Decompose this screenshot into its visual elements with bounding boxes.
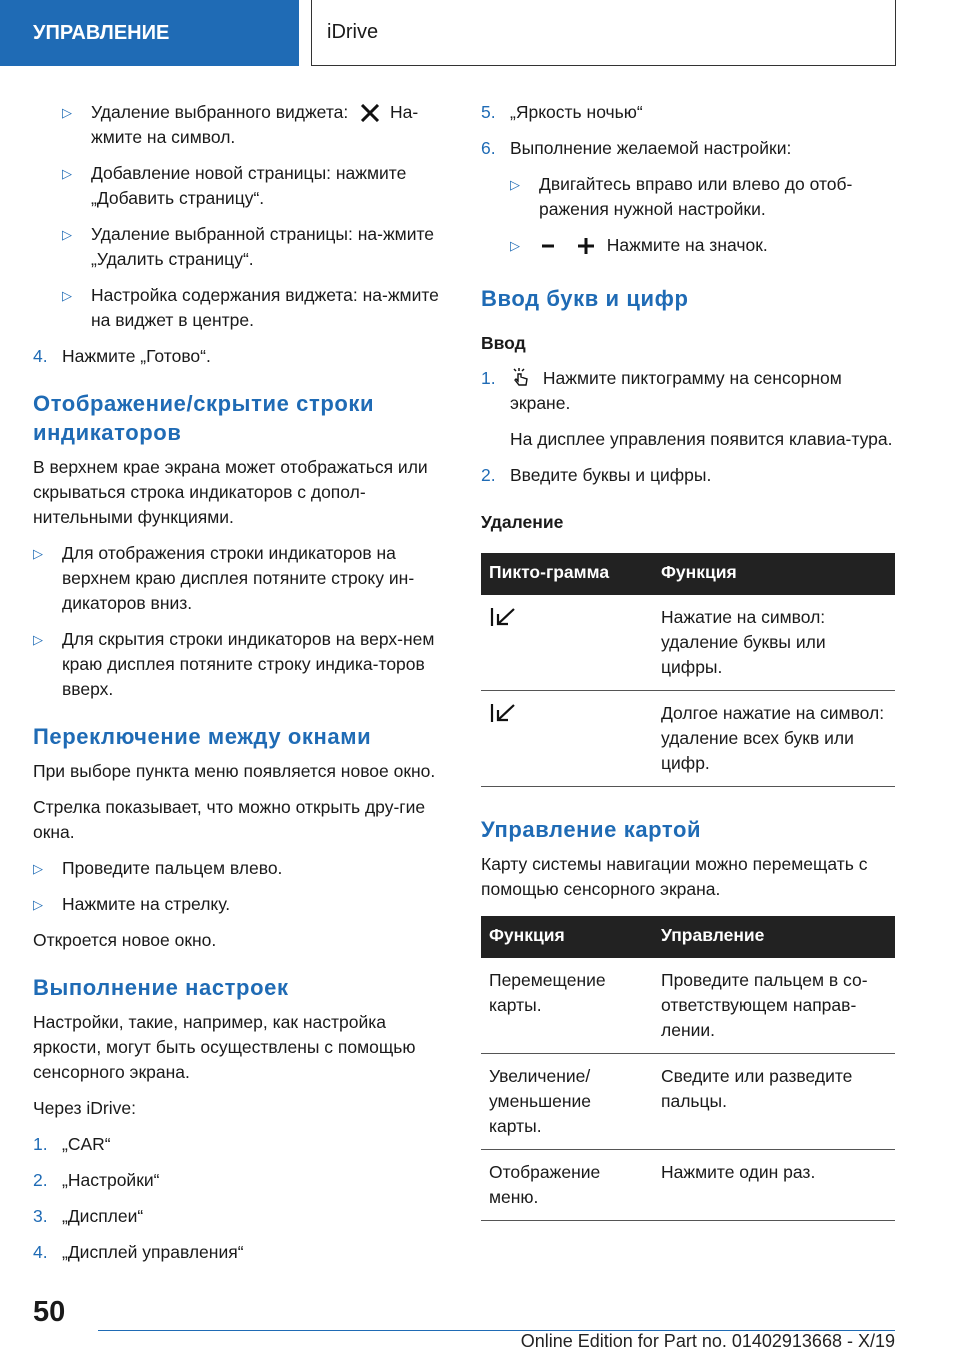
subheading-delete: Удаление [481,512,564,532]
paragraph: При выборе пункта меню появляется новое окно. [33,761,436,781]
bullet-text: Добавление новой страницы: нажмите „Добавить страницу“. [91,163,407,208]
step-number: 3. [33,1206,48,1226]
table-cell [481,595,653,691]
step-number: 2. [33,1170,48,1190]
table-cell: Проведите пальцем в со-ответствующем направ-лении. [653,958,895,1054]
heading-windows: Переключение между окнами [33,724,372,749]
step-text: „Дисплей управления“ [62,1242,244,1262]
paragraph: Откроется новое окно. [33,930,217,950]
table-row [481,1054,895,1150]
subheading-enter: Ввод [481,333,526,353]
paragraph: Настройки, такие, например, как настройка яркости, могут быть осуществлены с помощью сенсорного экрана. [33,1012,416,1082]
column-header: Функция [481,916,653,958]
table-cell [481,691,653,787]
list-item [33,161,448,211]
list-item [33,856,448,881]
step-text: Введите буквы и цифры. [510,465,712,485]
step-item [33,1240,448,1265]
step-text: „Яркость ночью“ [510,102,643,122]
step-number: 5. [481,102,496,122]
column-header: Функция [653,553,895,595]
plus-icon [576,236,596,256]
touch-icon [510,367,532,387]
triangle-bullet-icon: ▷ [33,861,43,876]
table-cell: Сведите или разведите пальцы. [653,1054,895,1150]
delete-table [481,553,895,787]
bullet-text: Удаление выбранной страницы: на-жмите „Удалить страницу“. [91,224,435,269]
bullet-text: Настройка содержания виджета: на-жмите на виджет в центре. [91,285,439,330]
step-number: 1. [481,368,496,388]
step-number: 4. [33,346,48,366]
step-number: 2. [481,465,496,485]
step-text: Выполнение желаемой настройки: [510,138,792,158]
paragraph: Через iDrive: [33,1098,136,1118]
step-number: 4. [33,1242,48,1262]
step-text: „CAR“ [62,1134,111,1154]
list-item [33,541,448,616]
step-item [481,100,895,125]
table-row [481,958,895,1054]
step-item [481,463,895,488]
step-text: Нажмите „Готово“. [62,346,211,366]
step-item [33,1132,448,1157]
bullet-text: Двигайтесь вправо или влево до отоб-ражения нужной настройки. [539,174,853,219]
heading-map: Управление картой [481,817,702,842]
step-text: Нажмите пиктограмму на сенсорном экране. [510,368,842,413]
table-cell: Нажмите один раз. [653,1150,895,1221]
bullet-text: Для скрытия строки индикаторов на верх-нем краю дисплея потяните строку индика-торов вверх. [62,629,435,699]
triangle-bullet-icon: ▷ [33,632,43,647]
minus-icon [539,237,557,255]
triangle-bullet-icon: ▷ [62,288,72,303]
triangle-bullet-icon: ▷ [62,227,72,242]
column-header: Управление [653,916,895,958]
bullet-text: Для отображения строки индикаторов на верхнем краю дисплея потяните строку ин-дикаторов вниз. [62,543,415,613]
left-column [33,100,448,1276]
table-row [481,1150,895,1221]
paragraph: В верхнем крае экрана может отображаться или скрываться строка индикаторов с допол-нительными функциями. [33,457,428,527]
triangle-bullet-icon: ▷ [510,238,520,253]
triangle-bullet-icon: ▷ [33,546,43,561]
heading-input: Ввод букв и цифр [481,286,689,311]
step-item [481,366,895,416]
table-cell: Отображение меню. [481,1150,653,1221]
list-item [33,283,448,333]
step-text: „Настройки“ [62,1170,160,1190]
close-icon [359,104,381,122]
bullet-text: Проведите пальцем влево. [62,858,283,878]
list-item [33,222,448,272]
list-item [33,100,448,150]
bullet-text: жмите на символ. [91,127,236,147]
right-column [481,100,895,1221]
heading-status-bar: Отображение/скрытие строки индикаторов [33,391,375,445]
heading-settings: Выполнение настроек [33,975,289,1000]
triangle-bullet-icon: ▷ [510,177,520,192]
table-row [481,595,895,691]
backspace-icon [489,701,519,725]
section-tab: УПРАВЛЕНИЕ [0,0,299,66]
triangle-bullet-icon: ▷ [62,166,72,181]
table-cell: Перемещение карты. [481,958,653,1054]
backspace-icon [489,605,519,629]
bullet-text: Нажмите на значок. [606,235,768,255]
table-row [481,691,895,787]
bullet-text: Удаление выбранного виджета: [91,102,349,122]
list-item [481,233,895,258]
paragraph: Карту системы навигации можно перемещать с помощью сенсорного экрана. [481,854,868,899]
table-cell: Долгое нажатие на символ: удаление всех букв или цифр. [653,691,895,787]
page-number: 50 [33,1296,66,1328]
bullet-text: На- [390,102,419,122]
step-note: На дисплее управления появится клавиа-тура. [510,429,893,449]
map-table [481,916,895,1221]
step-item [33,1168,448,1193]
footer-edition: Online Edition for Part no. 01402913668 - X/19 [520,1331,895,1351]
step-item [33,1204,448,1229]
table-header-row [481,916,895,958]
step-item [481,136,895,161]
step-number: 1. [33,1134,48,1154]
bullet-text: Нажмите на стрелку. [62,894,231,914]
step-number: 6. [481,138,496,158]
step-item [33,344,448,369]
list-item [33,892,448,917]
triangle-bullet-icon: ▷ [33,897,43,912]
table-cell: Нажатие на символ: удаление буквы или цифры. [653,595,895,691]
table-cell: Увеличение/ уменьшение карты. [481,1054,653,1150]
step-text: „Дисплеи“ [62,1206,144,1226]
list-item [33,627,448,702]
triangle-bullet-icon: ▷ [62,105,72,120]
column-header: Пикто-грамма [481,553,653,595]
paragraph: Стрелка показывает, что можно открыть дру-гие окна. [33,797,426,842]
table-header-row [481,553,895,595]
list-item [481,172,895,222]
page-title: iDrive [311,0,896,66]
